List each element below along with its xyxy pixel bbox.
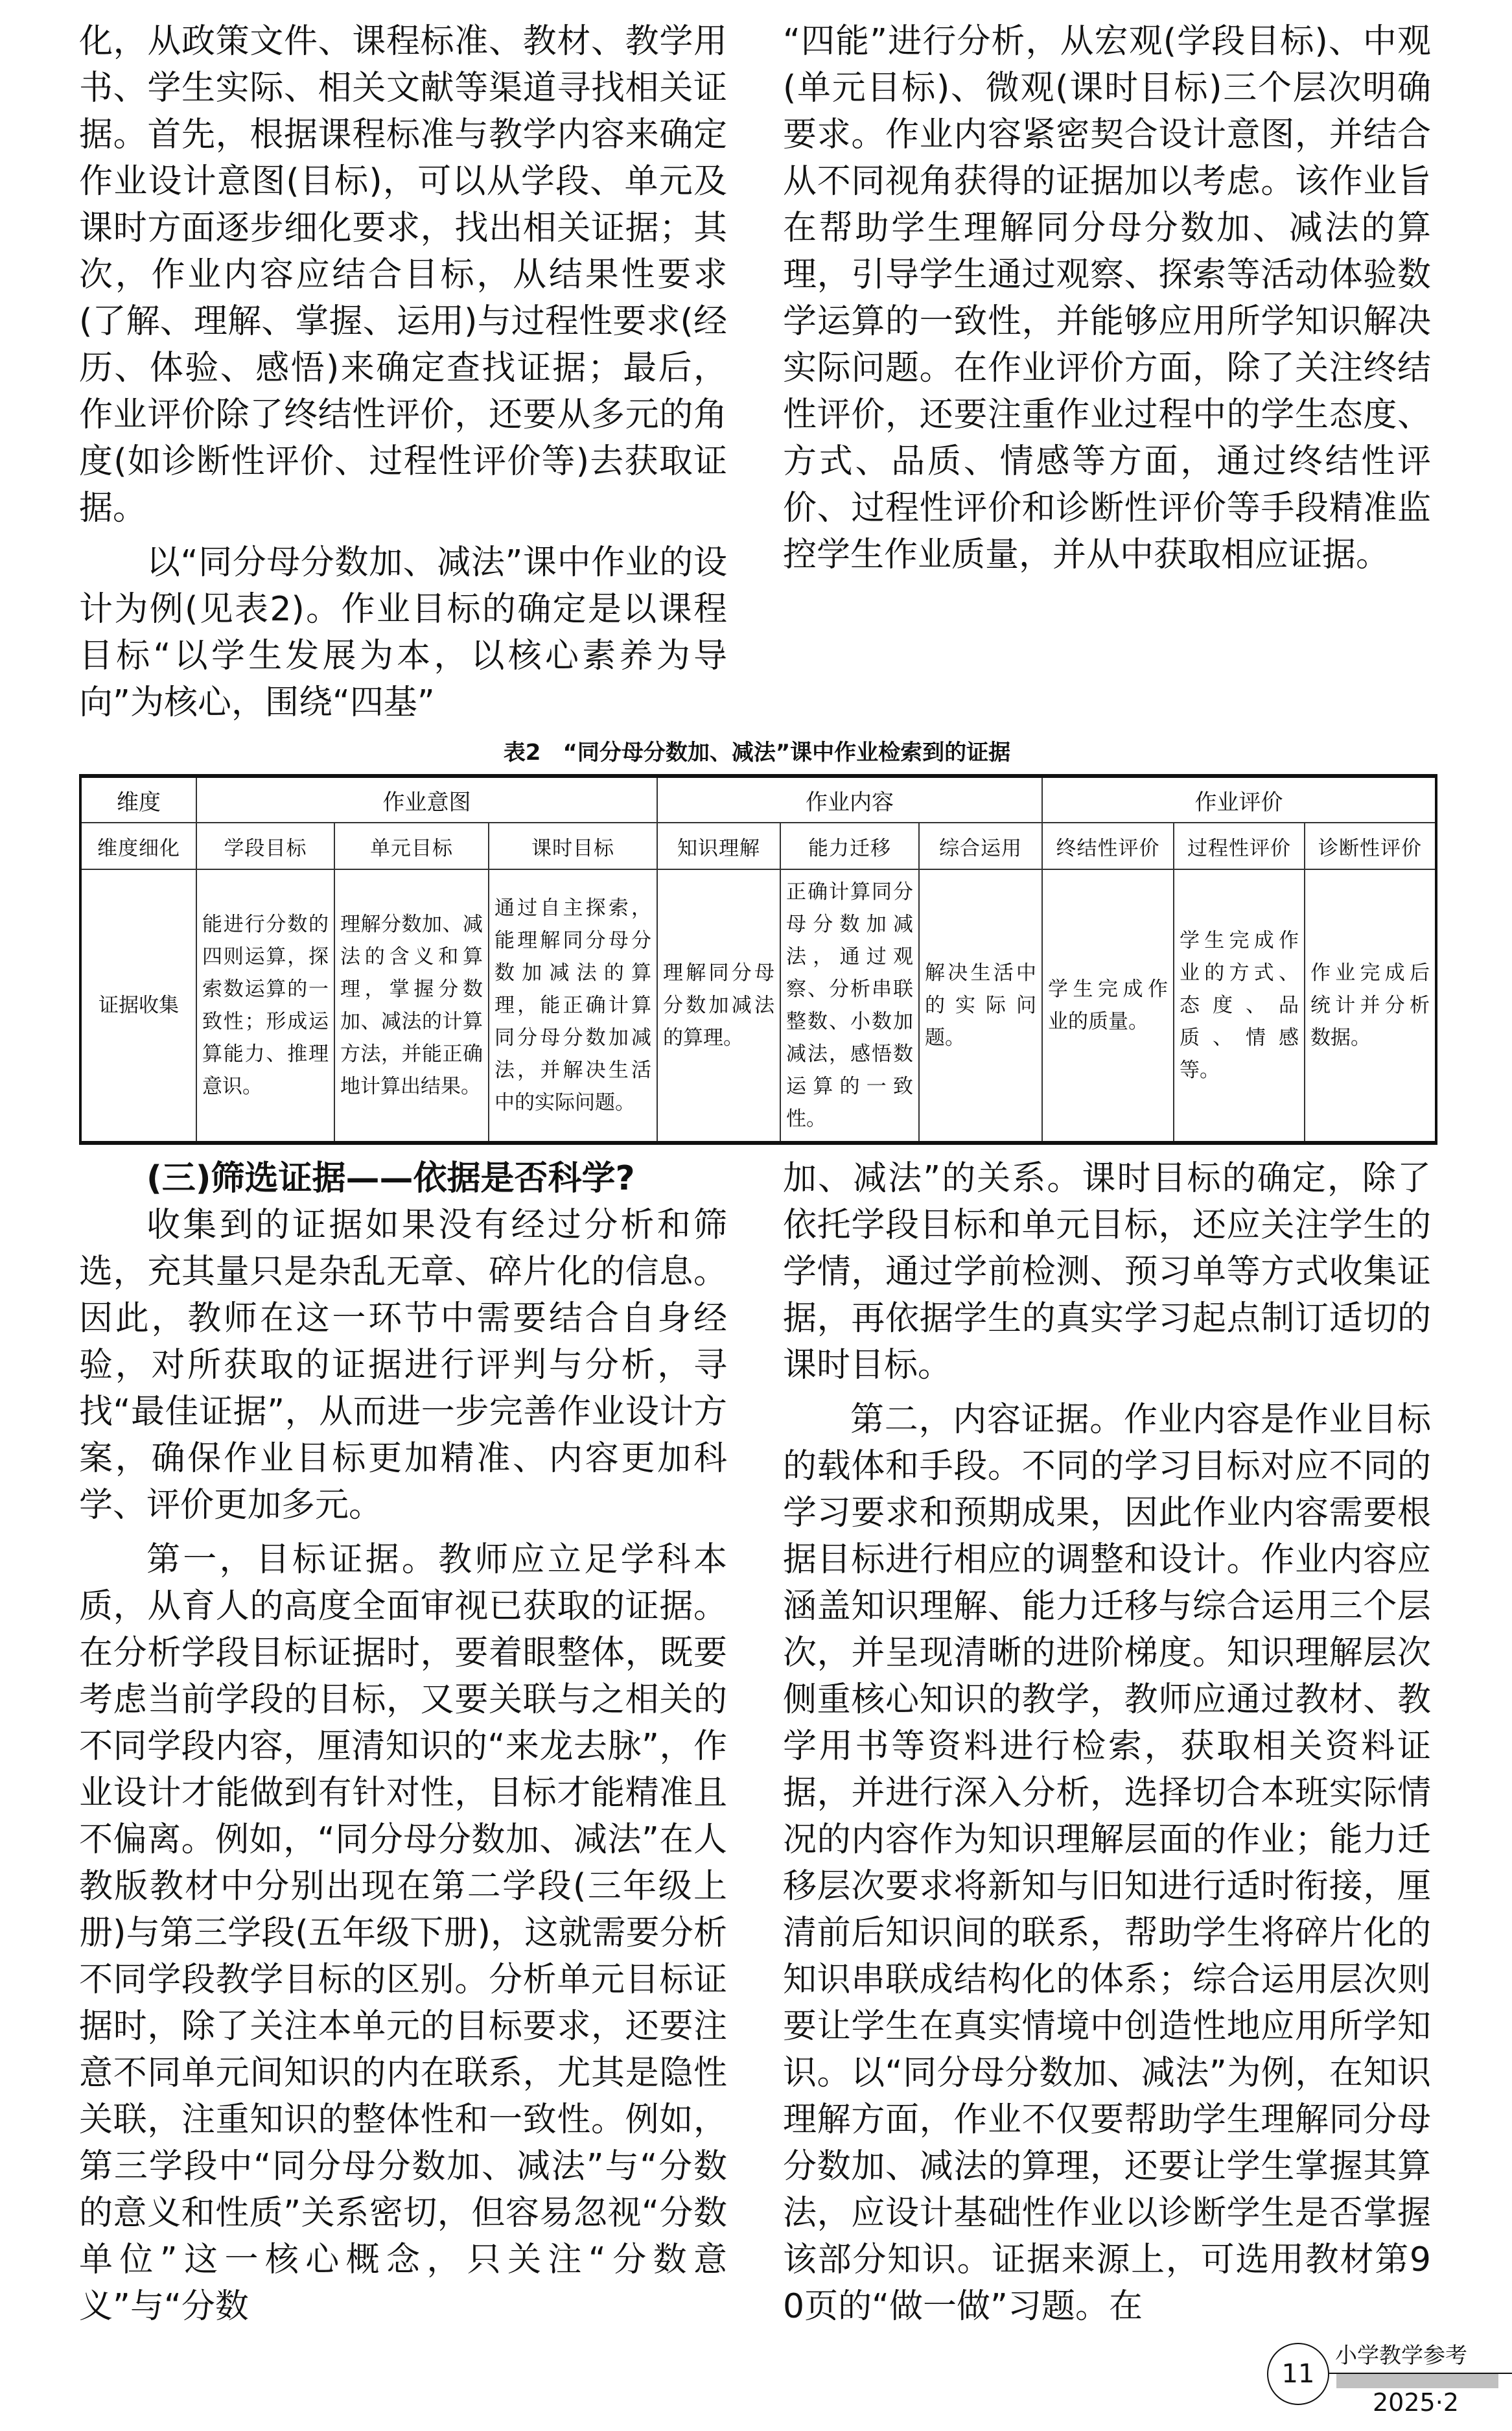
evidence-cell: 解决生活中的实际问题。 bbox=[919, 869, 1042, 1143]
paragraph: 加、减法”的关系。课时目标的确定，除了依托学段目标和单元目标，还应关注学生的学情，通过学前检测、预习单等方式收集证据，再依据学生的真实学习起点制订适切的课时目标。 bbox=[783, 1159, 1431, 1385]
subheader-label: 维度细化 bbox=[80, 823, 196, 869]
header-group-content: 作业内容 bbox=[657, 776, 1042, 823]
paragraph: 以“同分母分数加、减法”课中作业的设计为例(见表2)。作业目标的确定是以课程目标“以学生发展为本，以核心素养为导向”为核心，围绕“四基” bbox=[79, 543, 727, 722]
evidence-cell: 通过自主探索，能理解同分母分数加减法的算理，能正确计算同分母分数加减法，并解决生活中的实际问题。 bbox=[489, 869, 657, 1143]
table-caption: 表2 “同分母分数加、减法”课中作业检索到的证据 bbox=[503, 740, 1011, 766]
paragraph: 第二，内容证据。作业内容是作业目标的载体和手段。不同的学习目标对应不同的学习要求和预期成果，因此作业内容需要根据目标进行相应的调整和设计。作业内容应涵盖知识理解、能力迁移与综合运用三个层次，并呈现清晰的进阶梯度。知识理解层次侧重核心知识的教学，教师应通过教材、教学用书等资料进行检索，获取相关资料证据，并进行深入分析，选择切合本班实际情况的内容作为知识理解层面的作业；能力迁移层次要求将新知与旧知进行适时衔接，厘清前后知识间的联系，帮助学生将碎片化的知识串联成结构化的体系；综合运用层次则要让学生在真实情境中创造性地应用所学知识。以“同分母分数加、减法”为例，在知识理解方面，作业不仅要帮助学生理解同分母分数加、减法的算理，还要让学生掌握其算法，应设计基础性作业以诊断学生是否掌握该部分知识。证据来源上，可选用教材第90页的“做一做”习题。在 bbox=[783, 1400, 1431, 2326]
evidence-cell: 作业完成后统计并分析数据。 bbox=[1305, 869, 1436, 1143]
header-group-intent: 作业意图 bbox=[196, 776, 657, 823]
page-footer bbox=[1264, 2340, 1512, 2418]
subheader-cell: 能力迁移 bbox=[780, 823, 919, 869]
subheader-cell: 综合运用 bbox=[919, 823, 1042, 869]
table-evidence-row bbox=[80, 869, 1436, 1143]
paragraph: 第一，目标证据。教师应立足学科本质，从育人的高度全面审视已获取的证据。在分析学段目标证据时，要着眼整体，既要考虑当前学段的目标，又要关联与之相关的不同学段内容，厘清知识的“来龙去脉”，作业设计才能做到有针对性，目标才能精准且不偏离。例如，“同分母分数加、减法”在人教版教材中分别出现在第二学段(三年级上册)与第三学段(五年级下册)，这就需要分析不同学段教学目标的区别。分析单元目标证据时，除了关注本单元的目标要求，还要注意不同单元间知识的内在联系，尤其是隐性关联，注重知识的整体性和一致性。例如，第三学段中“同分母分数加、减法”与“分数的意义和性质”关系密切，但容易忽视“分数单位”这一核心概念，只关注“分数意义”与“分数 bbox=[79, 1540, 727, 2326]
evidence-cell: 正确计算同分母分数加减法，通过观察、分析串联整数、小数加减法，感悟数运算的一致性。 bbox=[780, 869, 919, 1143]
section-heading: (三)筛选证据——依据是否科学? bbox=[146, 1159, 635, 1198]
evidence-cell: 理解分数加、减法的含义和算理，掌握分数加、减法的计算方法，并能正确地计算出结果。 bbox=[334, 869, 489, 1143]
issue-number: 2025·2 bbox=[1373, 2388, 1459, 2417]
right-column-bottom bbox=[783, 1155, 1431, 2330]
paragraph: 化，从政策文件、课程标准、教材、教学用书、学生实际、相关文献等渠道寻找相关证据。首先，根据课程标准与教学内容来确定作业设计意图(目标)，可以从学段、单元及课时方面逐步细化要求，找出相关证据；其次，作业内容应结合目标，从结果性要求(了解、理解、掌握、运用)与过程性要求(经历、体验、感悟)来确定查找证据；最后，作业评价除了终结性评价，还要从多元的角度(如诊断性评价、过程性评价等)去获取证据。 bbox=[79, 22, 727, 528]
header-group-evaluation: 作业评价 bbox=[1042, 776, 1436, 823]
table-header-row bbox=[80, 776, 1436, 823]
paragraph: “四能”进行分析，从宏观(学段目标)、中观(单元目标)、微观(课时目标)三个层次明确要求。作业内容紧密契合设计意图，并结合从不同视角获得的证据加以考虑。该作业旨在帮助学生理解同分母分数加、减法的算理，引导学生通过观察、探索等活动体验数学运算的一致性，并能够应用所学知识解决实际问题。在作业评价方面，除了关注终结性评价，还要注重作业过程中的学生态度、方式、品质、情感等方面，通过终结性评价、过程性评价和诊断性评价等手段精准监控学生作业质量，并从中获取相应证据。 bbox=[783, 22, 1431, 574]
evidence-cell: 理解同分母分数加减法的算理。 bbox=[657, 869, 780, 1143]
page-number: 11 bbox=[1267, 2343, 1329, 2405]
subheader-cell: 过程性评价 bbox=[1174, 823, 1305, 869]
footer-gray-bar bbox=[1336, 2374, 1498, 2388]
evidence-cell: 学生完成作业的质量。 bbox=[1042, 869, 1174, 1143]
evidence-label: 证据收集 bbox=[80, 869, 196, 1143]
subheader-cell: 诊断性评价 bbox=[1305, 823, 1436, 869]
journal-name: 小学教学参考 bbox=[1335, 2343, 1467, 2369]
evidence-cell: 能进行分数的四则运算，探索数运算的一致性；形成运算能力、推理意识。 bbox=[196, 869, 334, 1143]
subheader-cell: 终结性评价 bbox=[1042, 823, 1174, 869]
paragraph: 收集到的证据如果没有经过分析和筛选，充其量只是杂乱无章、碎片化的信息。因此，教师在这一环节中需要结合自身经验，对所获取的证据进行评判与分析，寻找“最佳证据”，从而进一步完善作业设计方案，确保作业目标更加精准、内容更加科学、评价更加多元。 bbox=[79, 1206, 727, 1525]
subheader-cell: 单元目标 bbox=[334, 823, 489, 869]
subheader-cell: 知识理解 bbox=[657, 823, 780, 869]
evidence-table bbox=[79, 774, 1437, 1145]
subheader-cell: 课时目标 bbox=[489, 823, 657, 869]
right-column-top bbox=[783, 18, 1431, 578]
table-subheader-row bbox=[80, 823, 1436, 869]
left-column-bottom bbox=[79, 1155, 727, 2330]
evidence-cell: 学生完成作业的方式、态度、品质、情感等。 bbox=[1174, 869, 1305, 1143]
subheader-cell: 学段目标 bbox=[196, 823, 334, 869]
left-column-top bbox=[79, 18, 727, 726]
header-dimension: 维度 bbox=[80, 776, 196, 823]
